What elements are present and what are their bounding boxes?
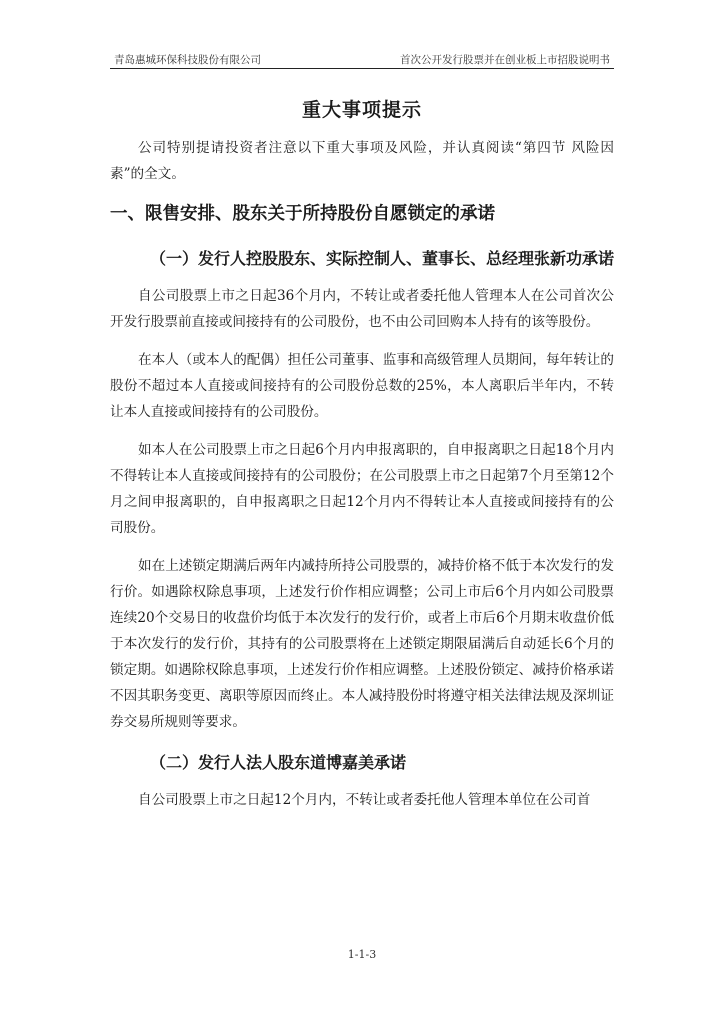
page-title: 重大事项提示 bbox=[301, 99, 422, 121]
paragraph: 如在上述锁定期满后两年内减持所持公司股票的，减持价格不低于本次发行的发行价。如遇除权除息事项，上述发行价作相应调整；公司上市后6个月内如公司股票连续20个交易日的收盘价均低于本次发行的发行价，或者上市后6个月期末收盘价低于本次发行的发行价，其持有的公司股票将在上述锁定期限届满后自动延长6个月的锁定期。如遇除权除息事项，上述发行价作相应调整。上述股份锁定、减持价格承诺不因其职务变更、离职等原因而终止。本人减持股份时将遵守相关法律法规及深圳证券交易所规则等要求。 bbox=[110, 558, 614, 730]
page-number: 1-1-3 bbox=[347, 948, 377, 961]
section-1-2-heading: （二）发行人法人股东道博嘉美承诺 bbox=[150, 753, 407, 772]
header-company-name: 青岛惠城环保科技股份有限公司 bbox=[114, 54, 261, 66]
page-header bbox=[110, 50, 614, 69]
paragraph: 自公司股票上市之日起36个月内，不转让或者委托他人管理本人在公司首次公开发行股票前直接或间接持有的公司股份，也不由公司回购本人持有的该等股份。 bbox=[110, 288, 614, 330]
section-1-1-heading: （一）发行人控股股东、实际控制人、董事长、总经理张新功承诺 bbox=[150, 249, 615, 268]
intro-paragraph: 公司特别提请投资者注意以下重大事项及风险，并认真阅读“第四节 风险因素”的全文。 bbox=[110, 140, 614, 182]
section-1-heading: 一、限售安排、股东关于所持股份自愿锁定的承诺 bbox=[110, 204, 495, 224]
paragraph: 自公司股票上市之日起12个月内，不转让或者委托他人管理本单位在公司首 bbox=[138, 792, 591, 808]
page-content bbox=[110, 96, 614, 813]
paragraph: 如本人在公司股票上市之日起6个月内申报离职的，自申报离职之日起18个月内不得转让本人直接或间接持有的公司股份；在公司股票上市之日起第7个月至第12个月之间申报离职的，自申报离职之日起12个月内不得转让本人直接或间接持有的公司股份。 bbox=[110, 442, 614, 536]
header-document-title: 首次公开发行股票并在创业板上市招股说明书 bbox=[400, 54, 610, 66]
paragraph: 在本人（或本人的配偶）担任公司董事、监事和高级管理人员期间，每年转让的股份不超过本人直接或间接持有的公司股份总数的25%，本人离职后半年内，不转让本人直接或间接持有的公司股份。 bbox=[110, 352, 614, 420]
